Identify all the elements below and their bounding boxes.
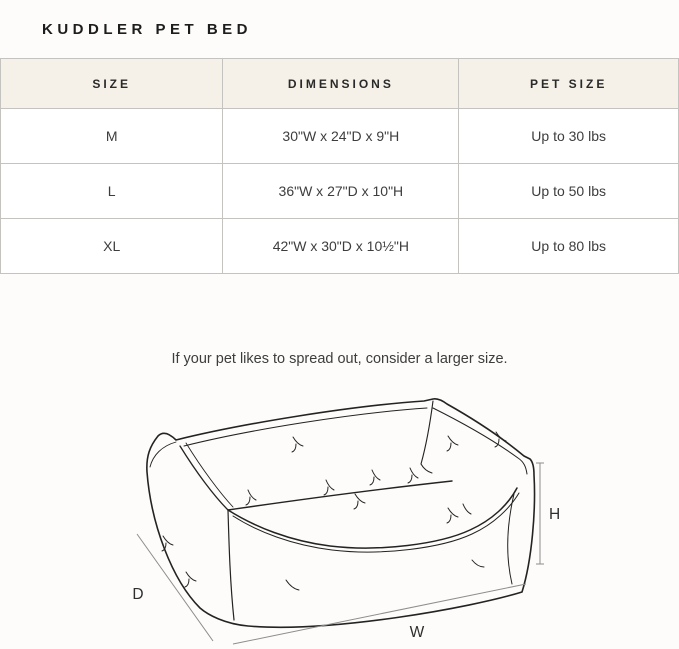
size-cell: M [1, 109, 223, 164]
table-row [1, 109, 679, 164]
page-title: KUDDLER PET BED [42, 20, 253, 38]
pet-size-cell: Up to 50 lbs [459, 164, 679, 219]
width-label: W [409, 624, 425, 641]
stitch-marks [162, 432, 506, 590]
pet-bed-diagram [0, 384, 679, 645]
sizing-note: If your pet likes to spread out, consider a larger size. [171, 351, 508, 367]
dimensions-cell: 42"W x 30"D x 10½"H [223, 219, 459, 274]
table-row [1, 164, 679, 219]
height-dimension [536, 463, 560, 564]
title-bar [0, 0, 679, 58]
width-dimension [233, 584, 526, 644]
column-header-dimensions: DIMENSIONS [223, 59, 459, 109]
table-header-row [1, 59, 679, 109]
depth-dimension [132, 534, 213, 641]
table-row [1, 219, 679, 274]
pet-size-cell: Up to 80 lbs [459, 219, 679, 274]
pet-size-cell: Up to 30 lbs [459, 109, 679, 164]
dimensions-cell: 30"W x 24"D x 9"H [223, 109, 459, 164]
column-header-size: SIZE [1, 59, 223, 109]
dimensions-cell: 36"W x 27"D x 10"H [223, 164, 459, 219]
size-cell: L [1, 164, 223, 219]
pet-bed-sketch-icon [0, 384, 679, 645]
size-chart-table [0, 58, 679, 274]
size-cell: XL [1, 219, 223, 274]
depth-label: D [132, 586, 144, 603]
column-header-pet-size: PET SIZE [459, 59, 679, 109]
height-label: H [549, 506, 561, 523]
